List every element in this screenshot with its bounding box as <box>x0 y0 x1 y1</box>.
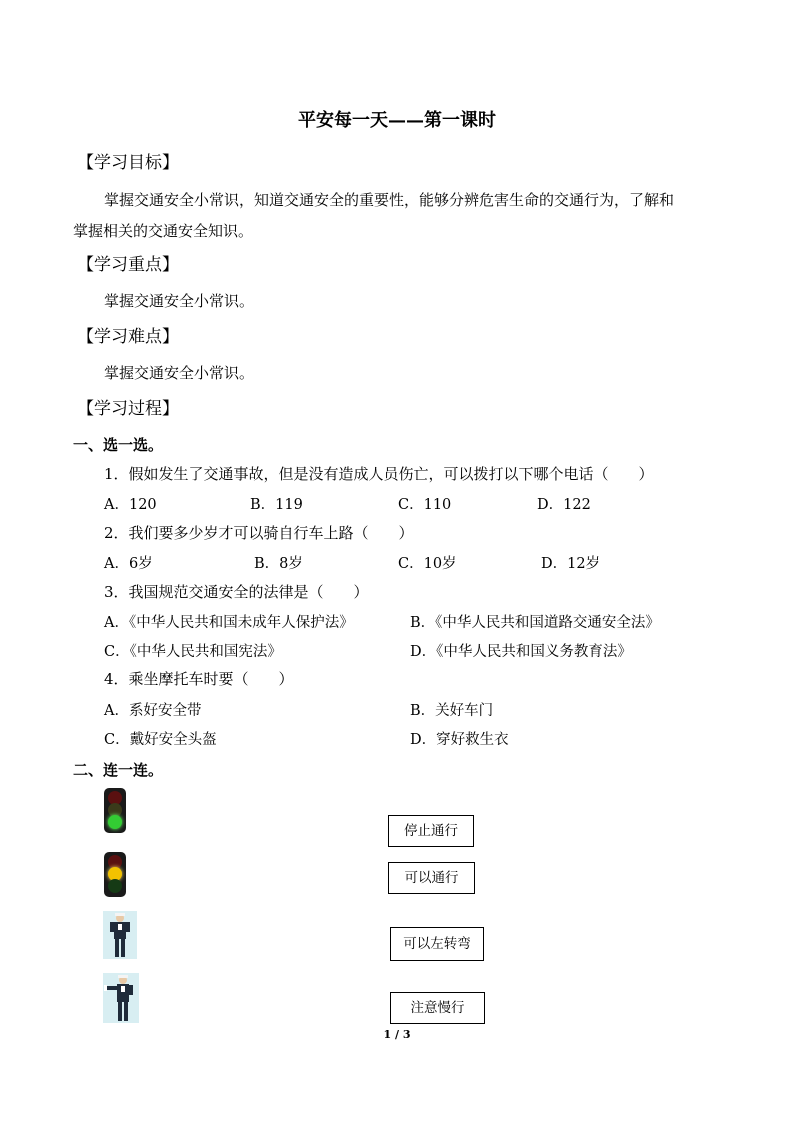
traffic-light-yellow-icon <box>104 852 126 897</box>
q3-option-a: A．《中华人民共和国未成年人保护法》 <box>104 615 354 631</box>
match-box-go: 可以通行 <box>388 862 475 894</box>
page-number: 1 / 3 <box>383 1028 411 1041</box>
q1-option-d: D．122 <box>537 497 591 513</box>
q2-option-c: C．10岁 <box>398 556 457 572</box>
page-title: 平安每一天——第一课时 <box>298 110 496 131</box>
section-goal-heading: 【学习目标】 <box>77 153 179 173</box>
section-key-heading: 【学习重点】 <box>77 255 179 275</box>
part2-heading: 二、连一连。 <box>73 761 164 779</box>
part1-heading: 一、选一选。 <box>73 436 164 454</box>
q1-option-c: C．110 <box>398 497 452 513</box>
section-process-heading: 【学习过程】 <box>77 399 179 419</box>
section-difficult-heading: 【学习难点】 <box>77 327 179 347</box>
q2-option-d: D．12岁 <box>541 556 601 572</box>
traffic-light-green-icon <box>104 788 126 833</box>
q4-option-c: C．戴好安全头盔 <box>104 732 217 748</box>
q4-option-d: D．穿好救生衣 <box>410 732 509 748</box>
q2-option-b: B．8岁 <box>254 556 303 572</box>
q2-option-a: A．6岁 <box>104 556 153 572</box>
traffic-police-left-turn-icon <box>103 973 139 1023</box>
q3-option-c: C．《中华人民共和国宪法》 <box>104 644 282 660</box>
question-4: 4．乘坐摩托车时要（ ） <box>104 670 294 688</box>
match-box-stop: 停止通行 <box>388 815 474 847</box>
q1-option-b: B．119 <box>250 497 303 513</box>
question-1: 1．假如发生了交通事故，但是没有造成人员伤亡，可以拨打以下哪个电话（ ） <box>104 465 654 483</box>
difficult-text: 掌握交通安全小常识。 <box>104 364 255 382</box>
match-box-slow: 注意慢行 <box>390 992 485 1024</box>
question-3: 3．我国规范交通安全的法律是（ ） <box>104 583 369 601</box>
q4-option-a: A．系好安全带 <box>104 703 202 719</box>
goal-text-line-2: 掌握相关的交通安全知识。 <box>73 222 254 240</box>
key-text: 掌握交通安全小常识。 <box>104 292 255 310</box>
match-box-left-turn: 可以左转弯 <box>390 927 484 961</box>
q1-option-a: A．120 <box>104 497 157 513</box>
goal-text-line-1: 掌握交通安全小常识，知道交通安全的重要性，能够分辨危害生命的交通行为，了解和 <box>104 191 675 209</box>
traffic-police-stop-icon <box>103 911 137 959</box>
q3-option-d: D．《中华人民共和国义务教育法》 <box>410 644 632 660</box>
q4-option-b: B．关好车门 <box>410 703 494 719</box>
question-2: 2．我们要多少岁才可以骑自行车上路（ ） <box>104 524 414 542</box>
q3-option-b: B．《中华人民共和国道路交通安全法》 <box>410 615 660 631</box>
